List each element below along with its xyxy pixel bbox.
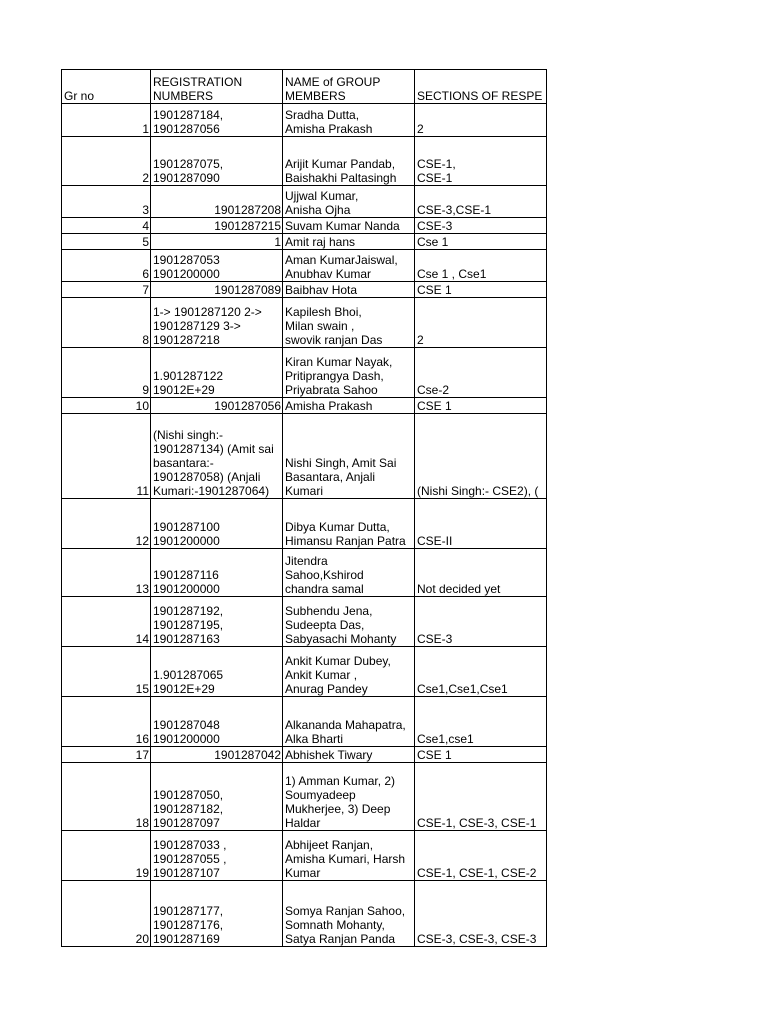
sections-cell: CSE 1	[415, 398, 547, 414]
table-row	[62, 549, 547, 597]
sections-cell: Not decided yet	[415, 549, 547, 597]
table-row	[62, 881, 547, 947]
registration-cell: 1901287056	[151, 398, 283, 414]
sections-cell: 2	[415, 104, 547, 137]
gr-no-cell: 5	[62, 234, 151, 250]
gr-no-cell: 2	[62, 137, 151, 186]
group-members-cell: Alkananda Mahapatra, Alka Bharti	[283, 697, 415, 747]
table-row	[62, 298, 547, 348]
gr-no-cell: 18	[62, 763, 151, 831]
registration-cell: 1901287089	[151, 282, 283, 298]
sections-cell: CSE-3	[415, 597, 547, 647]
gr-no-cell: 6	[62, 250, 151, 282]
group-members-cell: Jitendra Sahoo,Kshirod chandra samal	[283, 549, 415, 597]
registration-cell: 1	[151, 234, 283, 250]
registration-cell: 1.901287122 19012E+29	[151, 348, 283, 398]
sections-cell: Cse 1	[415, 234, 547, 250]
registration-cell: (Nishi singh:- 1901287134) (Amit sai basantara:- 1901287058) (Anjali Kumari:-1901287064)	[151, 414, 283, 499]
registration-cell: 1901287042	[151, 747, 283, 763]
registration-cell: 1901287116 1901200000	[151, 549, 283, 597]
group-members-cell: Somya Ranjan Sahoo, Somnath Mohanty, Satya Ranjan Panda	[283, 881, 415, 947]
table-row	[62, 218, 547, 234]
registration-cell: 1901287208	[151, 186, 283, 218]
gr-no-cell: 9	[62, 348, 151, 398]
group-members-cell: Abhijeet Ranjan, Amisha Kumari, Harsh Kumar	[283, 831, 415, 881]
registration-cell: 1-> 1901287120 2-> 1901287129 3-> 1901287218	[151, 298, 283, 348]
gr-no-cell: 10	[62, 398, 151, 414]
registration-cell: 1.901287065 19012E+29	[151, 647, 283, 697]
table-row	[62, 234, 547, 250]
group-members-cell: Ankit Kumar Dubey, Ankit Kumar , Anurag Pandey	[283, 647, 415, 697]
gr-no-cell: 11	[62, 414, 151, 499]
gr-no-cell: 19	[62, 831, 151, 881]
registration-cell: 1901287192, 1901287195, 1901287163	[151, 597, 283, 647]
sections-cell: CSE-3, CSE-3, CSE-3	[415, 881, 547, 947]
table-row	[62, 763, 547, 831]
group-members-cell: Abhishek Tiwary	[283, 747, 415, 763]
sections-cell: 2	[415, 298, 547, 348]
sections-cell: Cse1,Cse1,Cse1	[415, 647, 547, 697]
sections-cell: Cse 1 , Cse1	[415, 250, 547, 282]
group-members-cell: 1) Amman Kumar, 2) Soumyadeep Mukherjee, 3) Deep Haldar	[283, 763, 415, 831]
group-registration-table	[61, 69, 547, 947]
gr-no-cell: 12	[62, 499, 151, 549]
table-row	[62, 499, 547, 549]
group-members-cell: Subhendu Jena, Sudeepta Das, Sabyasachi Mohanty	[283, 597, 415, 647]
gr-no-cell: 8	[62, 298, 151, 348]
group-members-cell: Aman KumarJaiswal, Anubhav Kumar	[283, 250, 415, 282]
registration-cell: 1901287184, 1901287056	[151, 104, 283, 137]
sections-cell: CSE-3,CSE-1	[415, 186, 547, 218]
header-gr-no: Gr no	[62, 70, 151, 104]
group-members-cell: Amisha Prakash	[283, 398, 415, 414]
registration-cell: 1901287215	[151, 218, 283, 234]
table-row	[62, 647, 547, 697]
sections-cell: CSE-1, CSE-1, CSE-2	[415, 831, 547, 881]
group-members-cell: Ujjwal Kumar, Anisha Ojha	[283, 186, 415, 218]
sections-cell: CSE-1, CSE-3, CSE-1	[415, 763, 547, 831]
gr-no-cell: 14	[62, 597, 151, 647]
header-sections: SECTIONS OF RESPE	[415, 70, 547, 104]
table-row	[62, 597, 547, 647]
registration-cell: 1901287053 1901200000	[151, 250, 283, 282]
registration-cell: 1901287050, 1901287182, 1901287097	[151, 763, 283, 831]
sections-cell: Cse1,cse1	[415, 697, 547, 747]
registration-cell: 1901287100 1901200000	[151, 499, 283, 549]
registration-cell: 1901287048 1901200000	[151, 697, 283, 747]
sections-cell: CSE-1, CSE-1	[415, 137, 547, 186]
table-row	[62, 186, 547, 218]
gr-no-cell: 4	[62, 218, 151, 234]
table-row	[62, 282, 547, 298]
table-row	[62, 747, 547, 763]
table-row	[62, 414, 547, 499]
table-row	[62, 250, 547, 282]
gr-no-cell: 3	[62, 186, 151, 218]
group-members-cell: Suvam Kumar Nanda	[283, 218, 415, 234]
group-members-cell: Baibhav Hota	[283, 282, 415, 298]
registration-cell: 1901287075, 1901287090	[151, 137, 283, 186]
sections-cell: (Nishi Singh:- CSE2), (	[415, 414, 547, 499]
gr-no-cell: 1	[62, 104, 151, 137]
sections-cell: CSE-3	[415, 218, 547, 234]
table-row	[62, 348, 547, 398]
sections-cell: CSE 1	[415, 282, 547, 298]
registration-cell: 1901287177, 1901287176, 1901287169	[151, 881, 283, 947]
group-members-cell: Arijit Kumar Pandab, Baishakhi Paltasingh	[283, 137, 415, 186]
header-registration-numbers: REGISTRATION NUMBERS	[151, 70, 283, 104]
gr-no-cell: 7	[62, 282, 151, 298]
table-row	[62, 137, 547, 186]
registration-cell: 1901287033 , 1901287055 , 1901287107	[151, 831, 283, 881]
gr-no-cell: 15	[62, 647, 151, 697]
sections-cell: CSE-II	[415, 499, 547, 549]
group-members-cell: Dibya Kumar Dutta, Himansu Ranjan Patra	[283, 499, 415, 549]
group-members-cell: Kiran Kumar Nayak, Pritiprangya Dash, Priyabrata Sahoo	[283, 348, 415, 398]
gr-no-cell: 16	[62, 697, 151, 747]
group-members-cell: Amit raj hans	[283, 234, 415, 250]
gr-no-cell: 13	[62, 549, 151, 597]
table-row	[62, 398, 547, 414]
table-row	[62, 104, 547, 137]
group-members-cell: Nishi Singh, Amit Sai Basantara, Anjali Kumari	[283, 414, 415, 499]
table-row	[62, 697, 547, 747]
sections-cell: Cse-2	[415, 348, 547, 398]
table-row	[62, 831, 547, 881]
gr-no-cell: 20	[62, 881, 151, 947]
header-group-members: NAME of GROUP MEMBERS	[283, 70, 415, 104]
group-members-cell: Kapilesh Bhoi, Milan swain , swovik ranjan Das	[283, 298, 415, 348]
gr-no-cell: 17	[62, 747, 151, 763]
header-row	[62, 70, 547, 104]
group-members-cell: Sradha Dutta, Amisha Prakash	[283, 104, 415, 137]
sections-cell: CSE 1	[415, 747, 547, 763]
